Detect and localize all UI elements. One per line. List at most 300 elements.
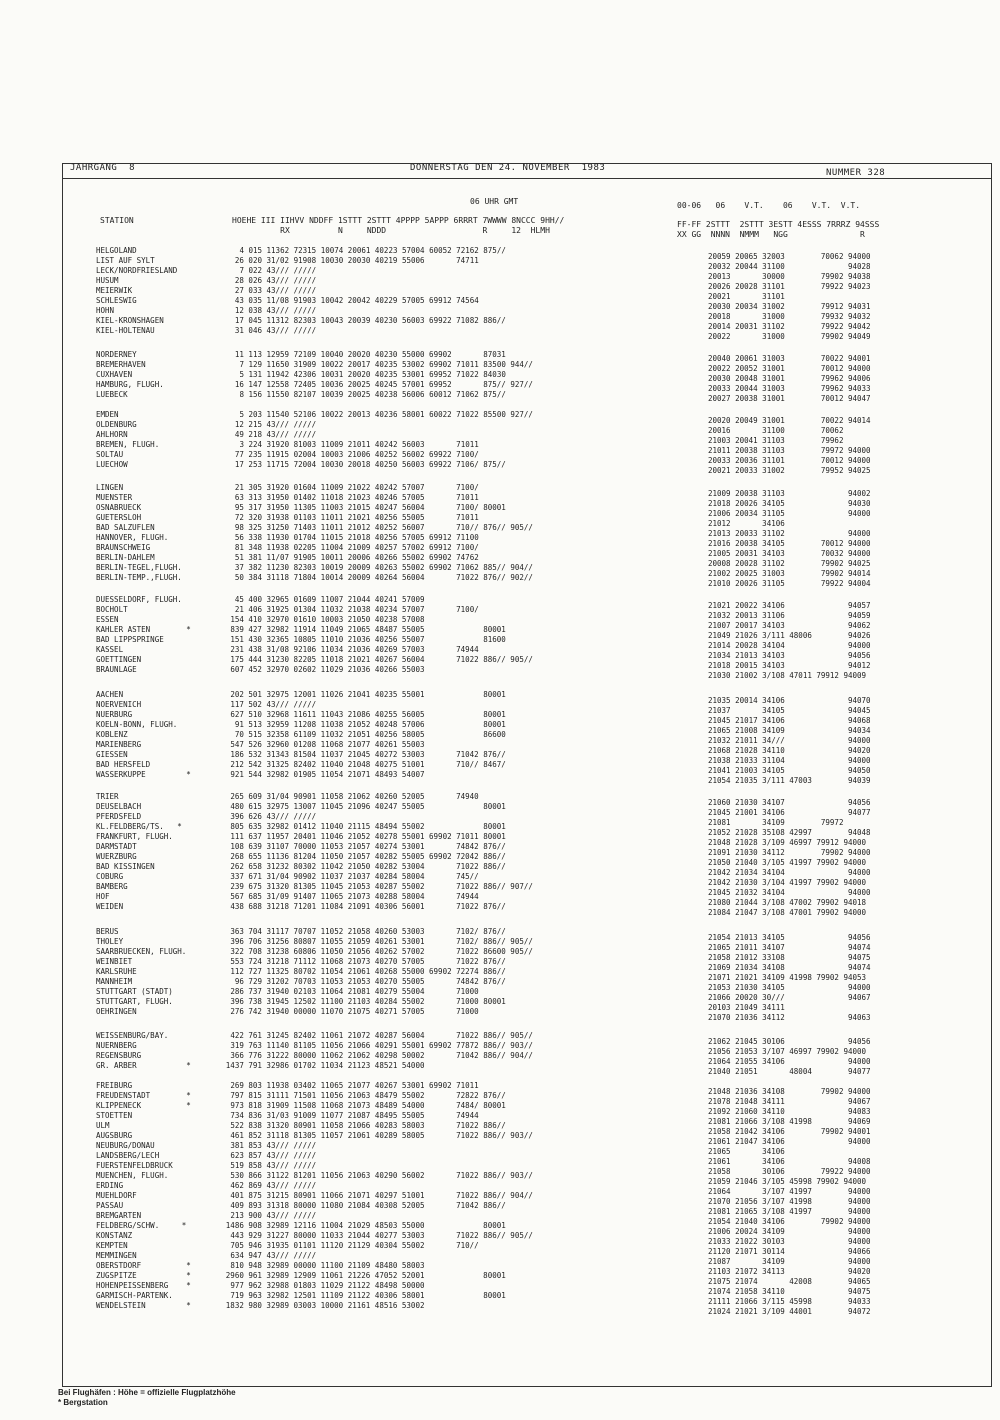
supplement-row: 21081 34109 79972 [708,818,844,827]
supplement-row: 21035 20014 34106 94070 [708,696,871,705]
station-row [96,326,666,336]
station-row [96,553,666,563]
station-heading: STATION [100,216,134,225]
station-observation: 1832 980 32989 03003 10000 21161 48516 53002 [225,1301,425,1310]
station-observation: 627 510 32968 11611 11043 21086 40255 56005 80001 [230,710,506,719]
station-name: HOHN [96,306,115,315]
supplement-row: 21053 21030 34105 94000 [708,983,871,992]
station-name: MUENCHEN, FLUGH. [96,1171,169,1180]
station-row [96,1121,666,1131]
station-row [96,1231,666,1241]
station-name: KARLSRUHE [96,967,137,976]
station-observation: 705 946 31935 01101 11120 21129 40304 55002 710// [230,1241,479,1250]
supplement-row: 21018 20026 34105 94030 [708,499,871,508]
supplement-row: 21056 21053 3/107 46997 79902 94000 [708,1047,867,1056]
station-row [96,1031,666,1041]
supplement-row: 21045 21017 34106 94068 [708,716,871,725]
station-row [96,710,666,720]
station-name: WUERZBURG [96,852,137,861]
supplement-row: 21070 21036 34112 94063 [708,1013,871,1022]
station-name: HOHENPEISSENBERG * [96,1281,191,1290]
station-observation: 276 742 31940 00000 11070 21075 40271 57005 71000 [230,1007,479,1016]
supplement-row: 21049 21026 3/111 48006 94026 [708,631,871,640]
station-row [96,1061,666,1071]
supplement-row: 21016 20038 34105 70012 94000 [708,539,871,548]
supplement-row: 20040 20061 31003 70022 94001 [708,354,871,363]
station-name: GUETERSLOH [96,513,142,522]
right-code-heading-2: XX GG NNNN NMMM NGG R [677,230,865,239]
station-observation: 363 704 31117 70707 11052 21058 40260 53003 7102/ 876// [230,927,506,936]
station-observation: 27 033 43/// ///// [234,286,317,295]
station-row [96,872,666,882]
station-row [96,625,666,635]
station-name: MANNHEIM [96,977,133,986]
station-name: KIEL-HOLTENAU [96,326,155,335]
supplement-row: 21033 21022 30103 94000 [708,1237,871,1246]
station-observation: 422 761 31245 82402 11061 21072 40287 56004 71022 886// 905// [230,1031,533,1040]
supplement-row: 21061 34106 94008 [708,1157,871,1166]
supplement-row: 20026 20028 31101 79922 94023 [708,282,871,291]
supplement-row: 21069 21034 34108 94074 [708,963,871,972]
station-name: GOETTINGEN [96,655,142,664]
supplement-group [708,489,986,589]
station-name: OLDENBURG [96,420,137,429]
station-observation: 45 400 32965 01609 11007 21044 40241 57009 [234,595,425,604]
station-name: NORDERNEY [96,350,137,359]
station-name: BAMBERG [96,882,128,891]
station-observation: 462 869 43/// ///// [230,1181,317,1190]
supplement-row: 20030 20034 31002 79912 94031 [708,302,871,311]
station-row [96,937,666,947]
supplement-row: 21006 20034 31105 94000 [708,509,871,518]
supplement-row: 21024 21021 3/109 44001 94072 [708,1307,871,1316]
supplement-group [708,1087,986,1317]
supplement-row: 21032 20013 31106 94059 [708,611,871,620]
supplement-row: 21040 21051 48004 94077 [708,1067,871,1076]
station-name: KEMPTEN [96,1241,128,1250]
station-name: AHLHORN [96,430,128,439]
right-time-heading: 00-06 06 V.T. 06 V.T. V.T. [677,201,861,210]
station-name: CUXHAVEN [96,370,133,379]
station-observation: 973 818 31909 11508 11068 21073 48489 54000 7484/ 80001 [230,1101,506,1110]
station-observation: 269 803 11938 03402 11065 21077 40267 53001 69902 71011 [230,1081,479,1090]
supplement-row: 21075 21074 42008 94065 [708,1277,871,1286]
station-name: SCHLESWIG [96,296,137,305]
station-observation: 202 501 32975 12001 11026 21041 40235 55001 80001 [230,690,506,699]
station-name: ULM [96,1121,110,1130]
station-name: SOLTAU [96,450,124,459]
supplement-row: 21078 21048 34111 94067 [708,1097,871,1106]
station-name: MARIENBERG [96,740,142,749]
station-name: BAD SALZUFLEN [96,523,155,532]
nummer-label: NUMMER 328 [826,168,886,178]
station-row [96,882,666,892]
station-name: LINGEN [96,483,124,492]
station-group [96,792,666,912]
station-name: WENDELSTEIN * [96,1301,191,1310]
supplement-row: 20022 20052 31001 70012 94000 [708,364,871,373]
station-row [96,1101,666,1111]
station-row [96,997,666,1007]
station-observation: 108 639 31107 70000 11053 21057 40274 53001 74842 876// [230,842,506,851]
supplement-row: 21034 21013 34103 94056 [708,651,871,660]
supplement-row: 20021 20033 31002 79952 94025 [708,466,871,475]
station-row [96,892,666,902]
station-name: TRIER [96,792,119,801]
footnote-mountain: * Bergstation [58,1398,108,1407]
supplement-row: 21058 21012 33108 94075 [708,953,871,962]
station-observation: 81 348 11938 02205 11004 21009 40257 57002 69912 7100/ [234,543,479,552]
supplement-row: 21061 21047 34106 94000 [708,1137,871,1146]
station-row [96,832,666,842]
supplement-row: 20021 31101 [708,292,785,301]
station-observation: 443 929 31227 80000 11033 21044 40277 53003 71022 886// 905// [230,1231,533,1240]
station-observation: 519 858 43/// ///// [230,1161,317,1170]
station-name: OSNABRUECK [96,503,142,512]
station-observation: 154 410 32970 01610 10003 21050 40238 57008 [230,615,425,624]
supplement-group [708,1037,986,1077]
station-name: WEINBIET [96,957,133,966]
station-observation: 7 129 11650 31909 10022 20017 40235 53002 69902 71011 83500 944// [239,360,533,369]
station-name: NOERVENICH [96,700,142,709]
station-row [96,513,666,523]
supplement-row: 21081 21065 3/108 41997 94000 [708,1207,871,1216]
station-row [96,573,666,583]
station-observation: 805 635 32982 01412 11040 21115 48494 55002 80001 [230,822,506,831]
station-observation: 401 875 31215 80901 11066 21071 40297 51001 71022 886// 904// [230,1191,533,1200]
station-row [96,1131,666,1141]
station-observation: 17 045 11312 82303 10043 20039 40230 56003 69922 71082 886// [234,316,506,325]
station-name: GIESSEN [96,750,128,759]
supplement-row: 21050 21040 3/105 41997 79902 94000 [708,858,867,867]
supplement-group [708,416,986,476]
station-name: KLIPPENECK * [96,1101,191,1110]
station-name: AUGSBURG [96,1131,133,1140]
supplement-row: 20016 31100 70062 [708,426,844,435]
station-row [96,927,666,937]
station-name: LECK/NORDFRIESLAND [96,266,178,275]
station-row [96,306,666,316]
supplement-row: 21064 21055 34106 94000 [708,1057,871,1066]
station-observation: 337 671 31/04 90902 11037 21037 40284 58004 745// [230,872,479,881]
supplement-row: 21005 20031 34103 70032 94000 [708,549,871,558]
station-row [96,730,666,740]
station-name: PFERDSFELD [96,812,142,821]
station-name: STUTTGART (STADT) [96,987,173,996]
jahrgang-label: JAHRGANG 8 [70,163,136,173]
station-row [96,665,666,675]
station-row [96,852,666,862]
station-observation: 117 502 43/// ///// [230,700,317,709]
supplement-row: 20033 20044 31003 79962 94033 [708,384,871,393]
station-observation: 734 836 31/03 91009 11077 21087 48495 55005 74944 [230,1111,479,1120]
station-name: OBERSTDORF * [96,1261,191,1270]
station-row [96,483,666,493]
station-row [96,1271,666,1281]
supplement-row: 21032 21011 34/// 94000 [708,736,871,745]
supplement-row: 21060 21030 34107 94056 [708,798,871,807]
supplement-row: 21054 21013 34105 94056 [708,933,871,942]
station-observation: 530 866 31122 81201 11056 21063 40290 56002 71022 886// 903// [230,1171,533,1180]
supplement-row: 21042 21030 3/104 41997 79902 94000 [708,878,867,887]
station-name: LUEBECK [96,390,128,399]
station-observation: 810 948 32989 00000 11100 21109 48480 58003 [230,1261,425,1270]
supplement-row: 21065 21011 34107 94074 [708,943,871,952]
supplement-group [708,252,986,342]
station-row [96,957,666,967]
station-observation: 77 235 11915 02004 10003 21006 40252 56002 69922 7100/ [234,450,479,459]
supplement-row: 21012 34106 [708,519,785,528]
station-row [96,842,666,852]
supplement-row: 21037 34105 94045 [708,706,871,715]
supplement-row: 21048 21028 3/109 46997 79912 94000 [708,838,867,847]
station-observation: 977 962 32988 01803 11029 21122 48498 50000 [230,1281,425,1290]
supplement-row: 21007 20017 34103 94062 [708,621,871,630]
supplement-row: 21071 21021 34109 41998 79902 94053 [708,973,867,982]
station-name: KOELN-BONN, FLUGH. [96,720,178,729]
station-observation: 921 544 32982 01905 11054 21071 48493 54007 [230,770,425,779]
station-observation: 265 609 31/04 90901 11058 21062 40260 52005 74940 [230,792,479,801]
station-row [96,595,666,605]
station-row [96,822,666,832]
station-observation: 1486 908 32989 12116 11004 21029 48503 55000 80001 [225,1221,506,1230]
station-name: PASSAU [96,1201,124,1210]
supplement-row: 21103 21072 34113 94020 [708,1267,871,1276]
station-name: KIEL-KRONSHAGEN [96,316,164,325]
station-observation: 96 729 31202 70703 11053 21053 40270 55005 74842 876// [234,977,506,986]
station-observation: 2960 961 32989 12909 11061 21226 47052 52001 80001 [225,1271,506,1280]
station-group [96,927,666,1017]
supplement-row: 21054 21035 3/111 47003 94039 [708,776,871,785]
station-observation: 231 438 31/08 92106 11034 21036 40269 57003 74944 [230,645,479,654]
supplement-row: 21092 21060 34110 94083 [708,1107,871,1116]
station-row [96,246,666,256]
station-row [96,1191,666,1201]
supplement-row: 20020 20049 31001 70022 94014 [708,416,871,425]
supplement-row: 21062 21045 30106 94056 [708,1037,871,1046]
station-name: MUENSTER [96,493,133,502]
station-name: LUECHOW [96,460,128,469]
supplement-row: 20018 31000 79932 94032 [708,312,871,321]
supplement-row: 21042 21034 34104 94000 [708,868,871,877]
supplement-row: 21006 20024 34109 94000 [708,1227,871,1236]
station-row [96,360,666,370]
station-row [96,690,666,700]
supplement-group [708,601,986,681]
supplement-row: 20103 21049 34111 [708,1003,785,1012]
station-row [96,812,666,822]
supplement-row: 21080 21044 3/108 47002 79902 94018 [708,898,867,907]
station-name: KASSEL [96,645,124,654]
station-row [96,420,666,430]
station-observation: 12 215 43/// ///// [234,420,317,429]
station-row [96,750,666,760]
station-name: ESSEN [96,615,119,624]
station-name: KOBLENZ [96,730,128,739]
station-row [96,1241,666,1251]
station-name: STUTTGART, FLUGH. [96,997,173,1006]
station-name: FREUDENSTADT * [96,1091,191,1100]
supplement-group [708,696,986,786]
supplement-row: 21041 21003 34105 94050 [708,766,871,775]
station-row [96,605,666,615]
station-observation: 49 218 43/// ///// [234,430,317,439]
supplement-row: 21111 21066 3/115 45998 94033 [708,1297,871,1306]
station-row [96,740,666,750]
station-name: WASSERKUPPE * [96,770,191,779]
station-row [96,1261,666,1271]
station-observation: 70 515 32358 61109 11032 21051 40256 58005 86600 [234,730,506,739]
station-observation: 396 738 31945 12502 11100 21103 40284 55002 71000 80001 [230,997,506,1006]
station-name: LIST AUF SYLT [96,256,155,265]
station-observation: 91 513 32959 11208 11038 21052 40248 57006 80001 [234,720,506,729]
station-group [96,483,666,583]
station-observation: 175 444 31230 82205 11018 21021 40267 56004 71022 886// 905// [230,655,533,664]
station-row [96,1181,666,1191]
station-name: STOETTEN [96,1111,133,1120]
station-row [96,635,666,645]
station-row [96,1221,666,1231]
uhr-gmt-heading: 06 UHR GMT [470,197,519,206]
station-observation: 37 382 11230 82303 10019 20009 40263 55002 69902 71062 885// 904// [234,563,533,572]
station-observation: 396 626 43/// ///// [230,812,317,821]
station-row [96,286,666,296]
station-observation: 16 147 12558 72405 10036 20025 40245 57001 69952 875// 927// [234,380,533,389]
station-name: AACHEN [96,690,124,699]
station-observation: 11 113 12959 72109 10040 20020 40230 55000 69902 87031 [234,350,506,359]
supplement-row: 21058 21042 34106 79902 94001 [708,1127,871,1136]
station-observation: 268 655 11136 81204 11050 21057 40282 55005 69902 72042 886// [230,852,506,861]
station-row [96,760,666,770]
station-name: FELDBERG/SCHW. * [96,1221,187,1230]
supplement-row: 21038 21033 31104 94000 [708,756,871,765]
station-row [96,792,666,802]
station-observation: 21 305 31920 01604 11009 21022 40242 57007 7100/ [234,483,479,492]
station-row [96,460,666,470]
station-name: REGENSBURG [96,1051,142,1060]
station-row [96,430,666,440]
station-row [96,802,666,812]
station-name: EMDEN [96,410,119,419]
station-row [96,1051,666,1061]
supplement-row: 21014 20028 34104 94000 [708,641,871,650]
supplement-row: 20008 20028 31102 79902 94025 [708,559,871,568]
supplement-row: 21010 20026 31105 79922 94004 [708,579,871,588]
supplement-row: 21009 20038 31103 94002 [708,489,871,498]
supplement-row: 20030 20048 31001 79962 94006 [708,374,871,383]
station-row [96,720,666,730]
station-observation: 839 427 32982 11914 11049 21065 48487 55005 80001 [230,625,506,634]
supplement-row: 21087 34109 94000 [708,1257,871,1266]
station-row [96,967,666,977]
station-row [96,256,666,266]
station-row [96,1171,666,1181]
station-name: LANDSBERG/LECH [96,1151,160,1160]
station-name: HUSUM [96,276,119,285]
supplement-group [708,798,986,918]
station-name: BERUS [96,927,119,936]
station-name: KAHLER ASTEN * [96,625,191,634]
supplement-row: 21003 20041 31103 79962 [708,436,844,445]
station-row [96,493,666,503]
station-row [96,1007,666,1017]
station-row [96,390,666,400]
station-name: FUERSTENFELDBRUCK [96,1161,173,1170]
station-row [96,862,666,872]
supplement-row: 21070 21056 3/107 41998 94000 [708,1197,871,1206]
station-group [96,246,666,336]
station-name: BRAUNLAGE [96,665,137,674]
station-row [96,977,666,987]
station-name: KL.FELDBERG/TS. * [96,822,182,831]
station-observation: 797 815 31111 71501 11056 21063 48479 55002 72822 876// [230,1091,506,1100]
footnote-airport: Bei Flughäfen : Höhe = offizielle Flugplatzhöhe [58,1388,236,1397]
station-row [96,370,666,380]
station-observation: 63 313 31950 01402 11018 21023 40246 57005 71011 [234,493,479,502]
station-row [96,1091,666,1101]
station-name: BERLIN-TEGEL,FLUGH. [96,563,182,572]
station-row [96,655,666,665]
station-observation: 322 708 31238 60806 11050 21056 40262 57002 71022 86600 905// [230,947,533,956]
station-row [96,266,666,276]
supplement-row: 21074 21058 34110 94075 [708,1287,871,1296]
station-row [96,1111,666,1121]
supplement-row: 21064 3/107 41997 94000 [708,1187,871,1196]
station-name: MUEHLDORF [96,1191,137,1200]
station-observation: 480 615 32975 13007 11045 21096 40247 55005 80001 [230,802,506,811]
supplement-row: 21120 21071 30114 94066 [708,1247,871,1256]
supplement-row: 21045 21032 34104 94000 [708,888,871,897]
station-observation: 7 022 43/// ///// [239,266,317,275]
station-name: SAARBRUECKEN, FLUGH. [96,947,187,956]
station-row [96,563,666,573]
station-observation: 31 046 43/// ///// [234,326,317,335]
station-observation: 95 317 31950 11305 11003 21015 40247 56004 7100/ 80001 [234,503,506,512]
station-name: BAD HERSFELD [96,760,151,769]
code-heading-2: RX N NDDD R 12 HLMH [232,226,550,235]
station-row [96,700,666,710]
supplement-row: 21052 21028 35108 42997 94048 [708,828,871,837]
station-row [96,450,666,460]
station-observation: 28 026 43/// ///// [234,276,317,285]
station-group [96,690,666,780]
station-row [96,380,666,390]
station-observation: 111 637 11957 20401 11046 21052 40278 55001 69902 71011 80001 [230,832,506,841]
station-row [96,947,666,957]
supplement-row: 21068 21028 34110 94020 [708,746,871,755]
station-name: BREMEN, FLUGH. [96,440,160,449]
station-name: BREMGARTEN [96,1211,142,1220]
supplement-row: 21011 20038 31103 79972 94000 [708,446,871,455]
station-observation: 719 963 32982 12501 11109 21122 40306 58001 80001 [230,1291,506,1300]
supplement-row: 21018 20015 34103 94012 [708,661,871,670]
supplement-row: 21065 34106 [708,1147,785,1156]
station-name: KONSTANZ [96,1231,133,1240]
station-name: DUESSELDORF, FLUGH. [96,595,182,604]
station-observation: 17 253 11715 72004 10030 20018 40250 56003 69922 7106/ 875// [234,460,506,469]
station-observation: 381 853 43/// ///// [230,1141,317,1150]
station-row [96,987,666,997]
station-observation: 72 320 31938 01103 11011 21021 40256 55005 71011 [234,513,479,522]
supplement-group [708,354,986,404]
station-observation: 239 675 31320 81305 11045 21053 40287 55002 71022 886// 907// [230,882,533,891]
supplement-row: 21030 21002 3/108 47011 79912 94009 [708,671,867,680]
station-row [96,1291,666,1301]
supplement-row: 21081 21066 3/108 41998 94069 [708,1117,871,1126]
station-row [96,523,666,533]
station-name: BREMERHAVEN [96,360,146,369]
station-observation: 3 224 31920 81003 11009 21011 40242 56003 71011 [239,440,479,449]
